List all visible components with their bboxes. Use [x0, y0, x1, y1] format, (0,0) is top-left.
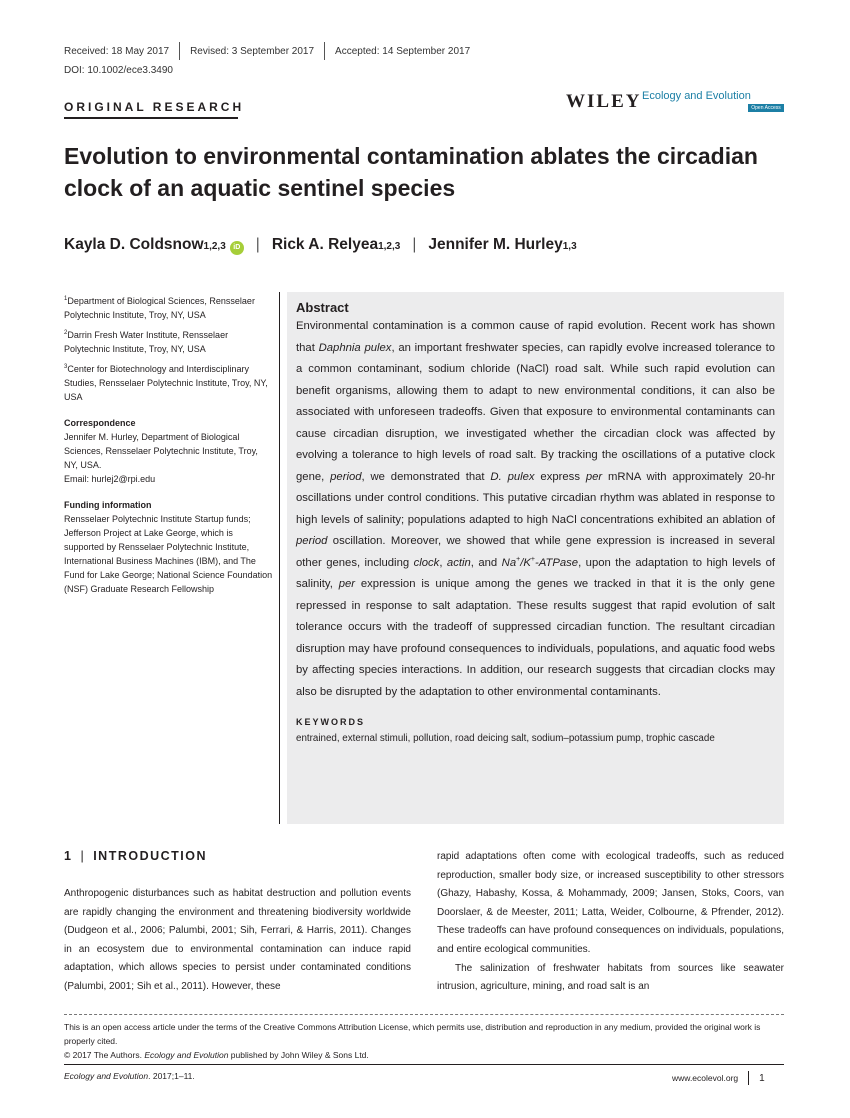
- body-column-left: Anthropogenic disturbances such as habitat destruction and pollution events are rapidly changing the environment and threatening biodiversity worldwide (Dudgeon et al., 2006; Palumbi, 2001; Sih, Ferrari, & Harris, 2011). Changes in an ecosystem due to environmental contamination can induce rapid adaptation, which allows species to persist under contaminated conditions (Palumbi, 2001; Sih et al., 2011). However, these: [64, 888, 411, 992]
- article-dates: [64, 42, 470, 60]
- abstract-text: [296, 316, 775, 703]
- received-date: Received: 18 May 2017: [64, 45, 170, 57]
- copyright-segment: © 2017 The Authors.: [64, 1050, 145, 1060]
- affiliation-text: Center for Biotechnology and Interdisciplinary Studies, Rensselaer Polytechnic Institute, Troy, NY, USA: [64, 364, 268, 402]
- author-affiliation: 1,2,3: [203, 241, 226, 252]
- divider: |: [80, 849, 86, 863]
- copyright-segment: published by John Wiley & Sons Ltd.: [228, 1050, 369, 1060]
- funding-text: Rensselaer Polytechnic Institute Startup funds; Jefferson Project at Lake George, which is supported by Rensselaer Polytechnic Institute, International Business Machines (IBM), and The Fund for Lake George; National Science Foundation (NSF) Graduate Research Fellowship: [64, 514, 273, 594]
- author-affiliation: 1,2,3: [378, 241, 401, 252]
- article-title: Evolution to environmental contamination ablates the circadian clock of an aquatic sentinel species: [64, 143, 758, 201]
- divider: |: [255, 236, 260, 253]
- journal-logo: Ecology and Evolution: [642, 90, 751, 102]
- affiliation-text: Darrin Fresh Water Institute, Rensselaer Polytechnic Institute, Troy, NY, USA: [64, 330, 229, 354]
- abstract-segment: , an important freshwater species, can rapidly evolve increased tolerance to a common contaminant, sodium chloride (NaCl) road salt. While such rapid evolution can benefit organisms, allowing them to adapt to new environmental conditions, it can also be associated with unforeseen tradeoffs. Given that exposure to environmental contaminants can cause circadian disruption, we investigated whether the circadian clock was affected by evolving a tolerance to high levels of road salt. By tracking the oscillations of a putative clock gene,: [296, 341, 775, 483]
- divider: [179, 42, 180, 60]
- keywords-text: entrained, external stimuli, pollution, road deicing salt, sodium–potassium pump, trophic cascade: [296, 733, 715, 744]
- journal-url[interactable]: www.ecolevol.org: [672, 1073, 739, 1083]
- sidebar: [64, 292, 274, 596]
- affiliation: [64, 292, 274, 322]
- body-paragraph: rapid adaptations often come with ecological tradeoffs, such as reduced reproduction, smaller body size, or increased susceptibility to other stressors (Ghazy, Habashy, Kossa, & Mohammady, 2009; Jansen, Stoks, Coors, van Doorslaer, & de Meester, 2011; Latta, Weider, Colbourne, & Pfrender, 2012). These tradeoffs can have profound consequences on individuals, populations, and entire ecological communities.: [437, 851, 784, 955]
- page-number: 1: [759, 1072, 765, 1084]
- abstract-segment: oscillation. Moreover, we showed that while gene expression is increased in several other genes, including: [296, 535, 775, 569]
- correspondence-label: Correspondence: [64, 418, 136, 428]
- abstract-italic: Daphnia pulex: [318, 341, 392, 354]
- abstract-segment: , upon the adaptation to high levels of salinity,: [296, 556, 775, 590]
- author-affiliation: 1,3: [562, 241, 577, 252]
- author-name[interactable]: Kayla D. Coldsnow: [64, 236, 204, 253]
- abstract-segment: ,: [439, 556, 447, 569]
- publisher-logo: WILEY: [566, 91, 642, 112]
- abstract-box: [287, 292, 784, 824]
- correspondence-email[interactable]: Email: hurlej2@rpi.edu: [64, 474, 156, 484]
- license-text: This is an open access article under the terms of the Creative Commons Attribution License, which permits use, distribution and reproduction in any medium, provided the original work is properly cited.: [64, 1022, 761, 1046]
- body-column-right: [437, 848, 784, 997]
- orcid-icon[interactable]: iD: [230, 241, 244, 255]
- abstract-italic: clock: [413, 556, 440, 569]
- abstract-italic: /K: [520, 556, 531, 569]
- author-name[interactable]: Rick A. Relyea: [271, 236, 379, 253]
- abstract-italic: D. pulex: [490, 470, 535, 483]
- section-underline: [64, 117, 238, 119]
- copyright-journal: Ecology and Evolution: [144, 1050, 229, 1060]
- abstract-italic: per: [585, 470, 603, 483]
- sidebar-divider: [279, 292, 280, 824]
- abstract-segment: , we demonstrated that: [361, 470, 491, 483]
- affiliation-number: 3: [64, 364, 68, 370]
- author-list: [64, 236, 577, 255]
- correspondence-text: Jennifer M. Hurley, Department of Biological Sciences, Rensselaer Polytechnic Institute, Troy, NY, USA.: [64, 432, 258, 470]
- abstract-italic: period: [330, 470, 362, 483]
- section-label: ORIGINAL RESEARCH: [64, 100, 245, 114]
- abstract-italic: -ATPase: [534, 556, 579, 569]
- section-number: 1: [64, 849, 73, 863]
- keywords-label: KEYWORDS: [296, 717, 366, 727]
- license-notice: [64, 1020, 784, 1062]
- footer-right: [672, 1071, 765, 1085]
- abstract-italic: per: [338, 578, 356, 590]
- abstract-heading: Abstract: [296, 300, 349, 315]
- abstract-segment: express: [534, 470, 586, 483]
- abstract-italic: actin: [446, 556, 471, 569]
- revised-date: Revised: 3 September 2017: [190, 45, 315, 57]
- accepted-date: Accepted: 14 September 2017: [335, 45, 471, 57]
- funding-label: Funding information: [64, 500, 152, 510]
- doi[interactable]: DOI: 10.1002/ece3.3490: [64, 65, 173, 76]
- abstract-superscript: +: [516, 555, 521, 563]
- copyright-text: [64, 1048, 784, 1062]
- author-name[interactable]: Jennifer M. Hurley: [428, 236, 563, 253]
- affiliation-number: 1: [64, 296, 68, 302]
- abstract-segment: , and: [470, 556, 502, 569]
- footer-citation: [64, 1071, 195, 1081]
- abstract-segment: expression is unique among the genes we tracked in that it is the only gene repressed in response to salt adaptation. These results suggest that rapid evolution of salt tolerance occurs with the tradeoff of suppressed circadian function. The resultant circadian disruption may have profound consequences to individuals, populations, and aquatic food webs by affecting species interactions. In addition, our research suggests that circadian clocks may also be disrupted by the adaptation to other environmental contaminants.: [296, 578, 775, 698]
- divider: [748, 1071, 749, 1085]
- open-access-badge: Open Access: [748, 104, 784, 112]
- affiliation: [64, 360, 274, 404]
- footer-journal: Ecology and Evolution: [64, 1071, 149, 1081]
- footnote-divider: [64, 1014, 784, 1015]
- divider: [324, 42, 325, 60]
- divider: |: [412, 236, 417, 253]
- abstract-italic: period: [296, 535, 328, 547]
- abstract-superscript: +: [530, 555, 535, 563]
- body-paragraph: The salinization of freshwater habitats from sources like seawater intrusion, agriculture, mining, and road salt is an: [437, 962, 784, 993]
- abstract-italic: Na: [501, 556, 517, 569]
- section-title: INTRODUCTION: [93, 849, 208, 863]
- abstract-segment: mRNA with approximately 20-hr oscillations under control conditions. This putative circadian rhythm was ablated in response to high levels of salinity; populations adapted to high NaCl concentrations exhibited an ablation of: [296, 470, 775, 526]
- footer-citation-text: . 2017;1–11.: [148, 1071, 195, 1081]
- footer-rule: [64, 1064, 784, 1065]
- affiliation: [64, 326, 274, 356]
- abstract-segment: Environmental contamination is a common cause of rapid evolution. Recent work has shown that: [296, 320, 775, 354]
- affiliation-text: Department of Biological Sciences, Rensselaer Polytechnic Institute, Troy, NY, USA: [64, 296, 255, 320]
- affiliation-number: 2: [64, 330, 68, 336]
- section-heading: [64, 849, 207, 863]
